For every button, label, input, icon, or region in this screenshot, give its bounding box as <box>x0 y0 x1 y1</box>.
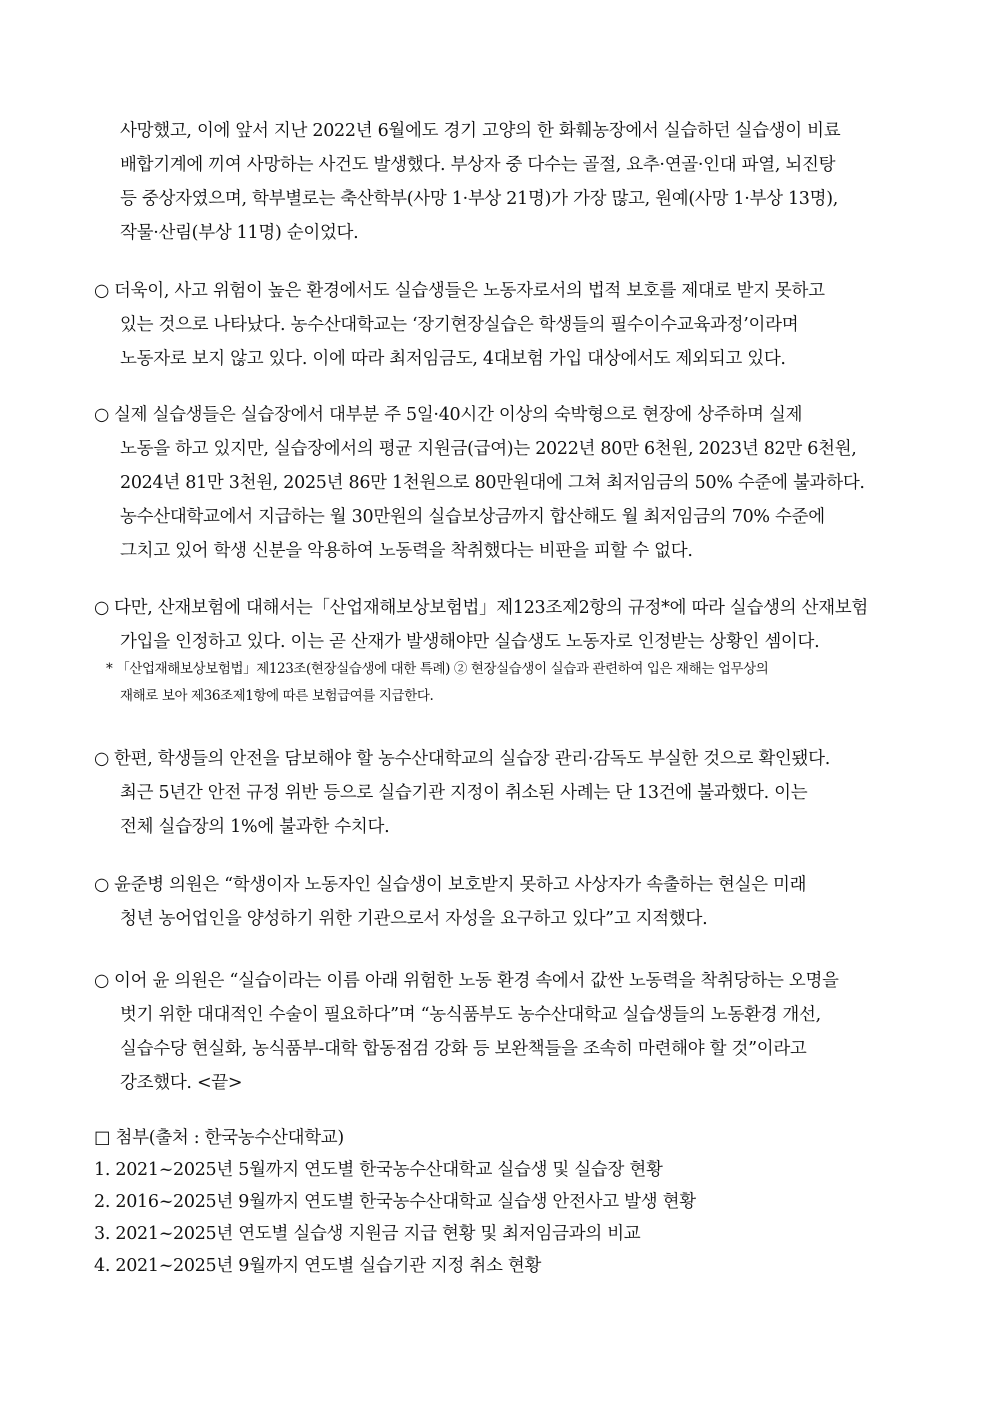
text-line: 이어 윤 의원은 “실습이라는 이름 아래 위험한 노동 환경 속에서 값싼 노동력을 착취당하는 오명을 <box>114 971 839 991</box>
circle-bullet: ○ <box>94 405 109 425</box>
text-line: 강조했다. <끝> <box>120 1073 243 1093</box>
text-line: 농수산대학교에서 지급하는 월 30만원의 실습보상금까지 합산해도 월 최저임금의 70% 수준에 <box>120 507 825 527</box>
attachments-header: □ 첨부(출처 : 한국농수산대학교) <box>94 1128 344 1148</box>
paragraph-lawmaker-quote-2 <box>94 964 900 1100</box>
text-line: 최근 5년간 안전 규정 위반 등으로 실습기관 지정이 취소된 사례는 단 13건에 불과했다. 이는 <box>120 783 808 803</box>
paragraph-industrial-insurance <box>94 591 900 659</box>
paragraph-supervision <box>94 742 900 844</box>
paragraph-lawmaker-quote-1 <box>94 868 900 936</box>
text-line: 실제 실습생들은 실습장에서 대부분 주 5일·40시간 이상의 숙박형으로 현장에 상주하며 실제 <box>114 405 803 425</box>
text-line: 전체 실습장의 1%에 불과한 수치다. <box>120 817 390 837</box>
text-line: 가입을 인정하고 있다. 이는 곧 산재가 발생해야만 실습생도 노동자로 인정받는 상황인 셈이다. <box>120 632 820 652</box>
paragraph-legal-protection <box>94 274 900 376</box>
text-line: 벗기 위한 대대적인 수술이 필요하다”며 “농식품부도 농수산대학교 실습생들의 노동환경 개선, <box>120 1005 821 1025</box>
attachment-item: 2. 2016~2025년 9월까지 연도별 한국농수산대학교 실습생 안전사고 발생 현황 <box>94 1192 696 1212</box>
text-line: 노동을 하고 있지만, 실습장에서의 평균 지원금(급여)는 2022년 80만 6천원, 2023년 82만 6천원, <box>120 439 857 459</box>
attachments-list <box>94 1122 900 1282</box>
paragraph-wages <box>94 398 900 568</box>
text-line: 윤준병 의원은 “학생이자 노동자인 실습생이 보호받지 못하고 사상자가 속출하는 현실은 미래 <box>114 875 807 895</box>
footnote <box>106 656 900 710</box>
attachment-item: 1. 2021~2025년 5월까지 연도별 한국농수산대학교 실습생 및 실습장 현황 <box>94 1160 663 1180</box>
circle-bullet: ○ <box>94 598 109 618</box>
text-line: 있는 것으로 나타났다. 농수산대학교는 ‘장기현장실습은 학생들의 필수이수교육과정’이라며 <box>120 315 799 335</box>
footnote-line: * 「산업재해보상보험법」제123조(현장실습생에 대한 특례) ② 현장실습생이 실습과 관련하여 입은 재해는 업무상의 <box>106 661 769 677</box>
text-line: 더욱이, 사고 위험이 높은 환경에서도 실습생들은 노동자로서의 법적 보호를 제대로 받지 못하고 <box>114 281 825 301</box>
circle-bullet: ○ <box>94 971 109 991</box>
text-line: 실습수당 현실화, 농식품부-대학 합동점검 강화 등 보완책들을 조속히 마련해야 할 것”이라고 <box>120 1039 807 1059</box>
circle-bullet: ○ <box>94 875 109 895</box>
text-line: 한편, 학생들의 안전을 담보해야 할 농수산대학교의 실습장 관리·감독도 부실한 것으로 확인됐다. <box>114 749 831 769</box>
text-line: 작물·산림(부상 11명) 순이었다. <box>120 223 359 243</box>
continuation-paragraph <box>94 114 900 250</box>
text-line: 그치고 있어 학생 신분을 악용하여 노동력을 착취했다는 비판을 피할 수 없다. <box>120 541 693 561</box>
circle-bullet: ○ <box>94 749 109 769</box>
text-line: 노동자로 보지 않고 있다. 이에 따라 최저임금도, 4대보험 가입 대상에서도 제외되고 있다. <box>120 349 786 369</box>
text-line: 사망했고, 이에 앞서 지난 2022년 6월에도 경기 고양의 한 화훼농장에서 실습하던 실습생이 비료 <box>120 121 841 141</box>
text-line: 2024년 81만 3천원, 2025년 86만 1천원으로 80만원대에 그쳐 최저임금의 50% 수준에 불과하다. <box>120 473 865 493</box>
text-line: 다만, 산재보험에 대해서는「산업재해보상보험법」제123조제2항의 규정*에 따라 실습생의 산재보험 <box>114 598 869 618</box>
circle-bullet: ○ <box>94 281 109 301</box>
text-line: 청년 농어업인을 양성하기 위한 기관으로서 자성을 요구하고 있다”고 지적했다. <box>120 909 708 929</box>
attachment-item: 4. 2021~2025년 9월까지 연도별 실습기관 지정 취소 현황 <box>94 1256 542 1276</box>
attachment-item: 3. 2021~2025년 연도별 실습생 지원금 지급 현황 및 최저임금과의 비교 <box>94 1224 641 1244</box>
text-line: 등 중상자였으며, 학부별로는 축산학부(사망 1·부상 21명)가 가장 많고, 원예(사망 1·부상 13명), <box>120 189 839 209</box>
footnote-line: 재해로 보아 제36조제1항에 따른 보험급여를 지급한다. <box>120 688 434 704</box>
text-line: 배합기계에 끼여 사망하는 사건도 발생했다. 부상자 중 다수는 골절, 요추·연골·인대 파열, 뇌진탕 <box>120 155 836 175</box>
